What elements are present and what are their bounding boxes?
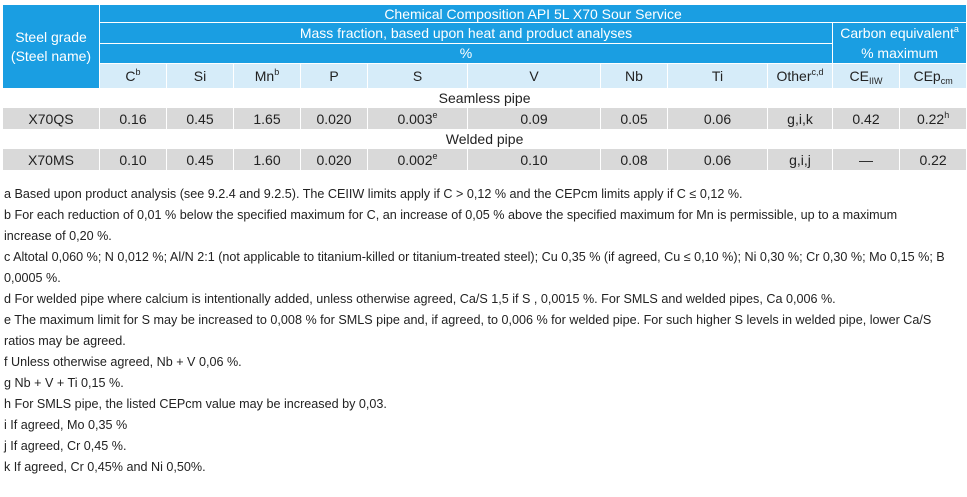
cell-p: 0.020 [301,108,368,130]
col-c: $C^b$ [100,64,167,89]
cell-c: 0.16 [100,108,167,130]
col-other: Other$^{c,d}$ [768,64,833,89]
col-nb: Nb [601,64,668,89]
section-seamless-pipe: Seamless pipe [3,89,967,108]
cell-s: 0.003e [368,108,468,130]
cell-nb: 0.05 [601,108,668,130]
footnote-d: d For welded pipe where calcium is intentionally added, unless otherwise agreed, Ca/S 1,5 if S , 0,0015 %. For SMLS and welded pipes, Ca 0,006 %. [4,292,836,306]
col-ceiiw: $CE_{IIW}$ [833,64,900,89]
cell-grade: X70QS [3,108,100,130]
cell-mn: 1.65 [234,108,301,130]
col-p: P [301,64,368,89]
cell-cepcm: 0.22$^h$ [900,108,967,130]
cell-nb: 0.08 [601,149,668,171]
table-row [3,108,967,130]
chemical-composition-table [2,4,967,171]
footnote-h: h For SMLS pipe, the listed CEPcm value may be increased by 0,03. [4,397,387,411]
cell-other: g,i,k [768,108,833,130]
cell-p: 0.020 [301,149,368,171]
steel-name-label: (Steel name) [10,47,92,64]
mass-fraction-header: Mass fraction, based upon heat and product analyses [100,23,833,44]
cell-c: 0.10 [100,149,167,171]
col-ti: Ti [668,64,768,89]
cell-v: 0.10 [468,149,601,171]
cell-si: 0.45 [167,108,234,130]
col-si: Si [167,64,234,89]
steel-grade-header [3,5,100,89]
footnote-f: f Unless otherwise agreed, Nb + V 0,06 %. [4,355,242,369]
table-title: Chemical Composition API 5L X70 Sour Service [100,5,967,23]
col-cepcm: CEp$_{cm}$ [900,64,967,89]
cell-other: g,i,j [768,149,833,171]
cell-v: 0.09 [468,108,601,130]
cell-mn: 1.60 [234,149,301,171]
cell-cepcm: 0.22 [900,149,967,171]
cell-ceiiw: 0.42 [833,108,900,130]
footnote-k: k If agreed, Cr 0,45% and Ni 0,50%. [4,460,206,474]
steel-grade-label: Steel grade [15,28,87,45]
carbon-equivalent-header: Carbon equivalent$^a$ % maximum [833,23,967,64]
footnote-j: j If agreed, Cr 0,45 %. [4,439,127,453]
col-v: V [468,64,601,89]
footnote-i: i If agreed, Mo 0,35 % [4,418,128,432]
cell-ceiiw: — [833,149,900,171]
percent-header: % [100,43,833,64]
footnote-b: b For each reduction of 0,01 % below the specified maximum for C, an increase of 0,05 % above the specified maximum for Mn is permissible, up to a maximum increase of 0,20 %. [4,208,898,243]
col-mn: Mn$^b$ [234,64,301,89]
footnote-c: c Altotal 0,060 %; N 0,012 %; Al/N 2:1 (not applicable to titanium-killed or titanium-treated steel); Cu 0,35 % (if agreed, Cu ≤ 0,10 %); Ni 0,30 %; Cr 0,30 %; Mo 0,15 %; B 0,0005 %. [4,250,945,285]
cell-s: 0.002e [368,149,468,171]
footnotes [4,184,946,478]
cell-ti: 0.06 [668,149,768,171]
table-row [3,149,967,171]
cell-ti: 0.06 [668,108,768,130]
section-welded-pipe: Welded pipe [3,130,967,149]
col-s: S [368,64,468,89]
footnote-e: e The maximum limit for S may be increased to 0,008 % for SMLS pipe and, if agreed, to 0,006 % for welded pipe. For such higher S levels in welded pipe, lower Ca/S ratios may be agreed. [4,313,932,348]
footnote-g: g Nb + V + Ti 0,15 %. [4,376,124,390]
footnote-a: a Based upon product analysis (see 9.2.4 and 9.2.5). The CEIIW limits apply if C > 0,12 % and the CEPcm limits apply if C ≤ 0,12 %. [4,187,743,201]
cell-grade: X70MS [3,149,100,171]
cell-si: 0.45 [167,149,234,171]
